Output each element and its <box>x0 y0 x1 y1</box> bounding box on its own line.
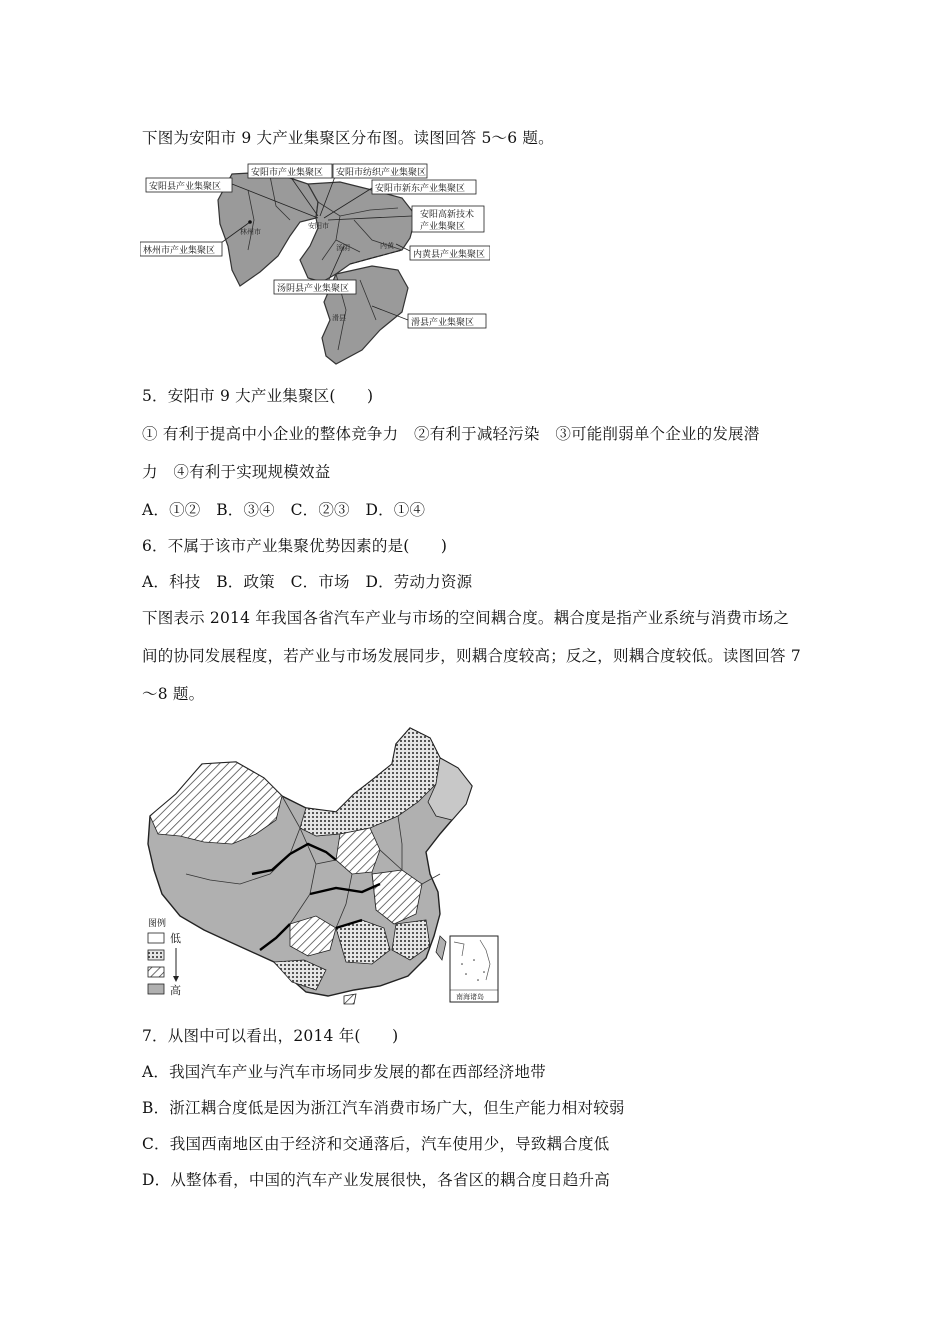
q7-option-c: C．我国西南地区由于经济和交通落后，汽车使用少，导致耦合度低 <box>142 1135 610 1153</box>
legend-swatch-3 <box>148 967 164 977</box>
linzhou-region <box>218 172 318 286</box>
label-neihuang-cluster: 内黄县产业集聚区 <box>413 250 486 260</box>
inset-label: 南海诸岛 <box>456 993 484 1001</box>
legend-arrow-icon <box>173 976 179 982</box>
label-textile-cluster: 安阳市纺织产业集聚区 <box>336 168 427 178</box>
intro-text-1: 下图为安阳市 9 大产业集聚区分布图。读图回答 5～6 题。 <box>142 129 554 147</box>
label-huaxian-cluster: 滑县产业集聚区 <box>411 318 475 328</box>
q6-options: A．科技 B．政策 C．市场 D．劳动力资源 <box>142 573 473 591</box>
china-coupling-map <box>140 724 502 1006</box>
hainan <box>344 994 356 1004</box>
q6-stem: 6．不属于该市产业集聚优势因素的是( ) <box>142 537 448 555</box>
intro-text-2-line1: 下图表示 2014 年我国各省汽车产业与市场的空间耦合度。耦合度是指产业系统与消费市场之 <box>142 609 790 627</box>
label-linzhou-cluster: 林州市产业集聚区 <box>143 246 216 256</box>
q5-line1: ① 有利于提高中小企业的整体竞争力 ②有利于减轻污染 ③可能削弱单个企业的发展潜 <box>142 425 760 443</box>
legend-swatch-high <box>148 984 164 994</box>
q5-line2: 力 ④有利于实现规模效益 <box>142 463 331 481</box>
label-tangyin-cluster: 汤阴县产业集聚区 <box>277 284 350 294</box>
q7-option-a: A．我国汽车产业与汽车市场同步发展的都在西部经济地带 <box>142 1063 546 1081</box>
place-neihuang: 内黄 <box>380 242 394 250</box>
legend-low: 低 <box>170 932 181 945</box>
label-xindong-cluster: 安阳市新东产业集聚区 <box>375 184 466 194</box>
label-anyang-county-cluster: 安阳县产业集聚区 <box>149 182 222 192</box>
place-linzhou: 林州市 <box>240 228 261 236</box>
q5-stem: 5．安阳市 9 大产业集聚区( ) <box>142 387 374 405</box>
place-tangyin: 汤阴 <box>336 244 350 252</box>
legend-swatch-2 <box>148 950 164 960</box>
label-hitech-line2: 产业集聚区 <box>420 222 466 232</box>
place-anyang: 安阳市 <box>308 222 329 230</box>
q5-options: A．①② B．③④ C．②③ D．①④ <box>142 501 426 519</box>
q7-stem: 7．从图中可以看出，2014 年( ) <box>142 1027 399 1045</box>
label-anyang-city-cluster: 安阳市产业集聚区 <box>251 168 324 178</box>
intro-text-2-line2: 间的协同发展程度，若产业与市场发展同步，则耦合度较高；反之，则耦合度较低。读图回答 7 <box>142 647 801 665</box>
legend-swatch-low <box>148 933 164 943</box>
q7-option-d: D．从整体看，中国的汽车产业发展很快，各省区的耦合度日趋升高 <box>142 1171 610 1189</box>
taiwan <box>436 936 446 960</box>
label-hitech-line1: 安阳高新技术 <box>420 210 475 220</box>
legend-high: 高 <box>170 984 181 997</box>
q7-option-b: B．浙江耦合度低是因为浙江汽车消费市场广大，但生产能力相对较弱 <box>142 1099 625 1117</box>
legend-title: 图例 <box>148 919 167 929</box>
intro-text-2-line3: ～8 题。 <box>142 685 205 703</box>
anyang-cluster-map <box>140 160 490 372</box>
place-huaxian: 滑县 <box>332 314 346 322</box>
